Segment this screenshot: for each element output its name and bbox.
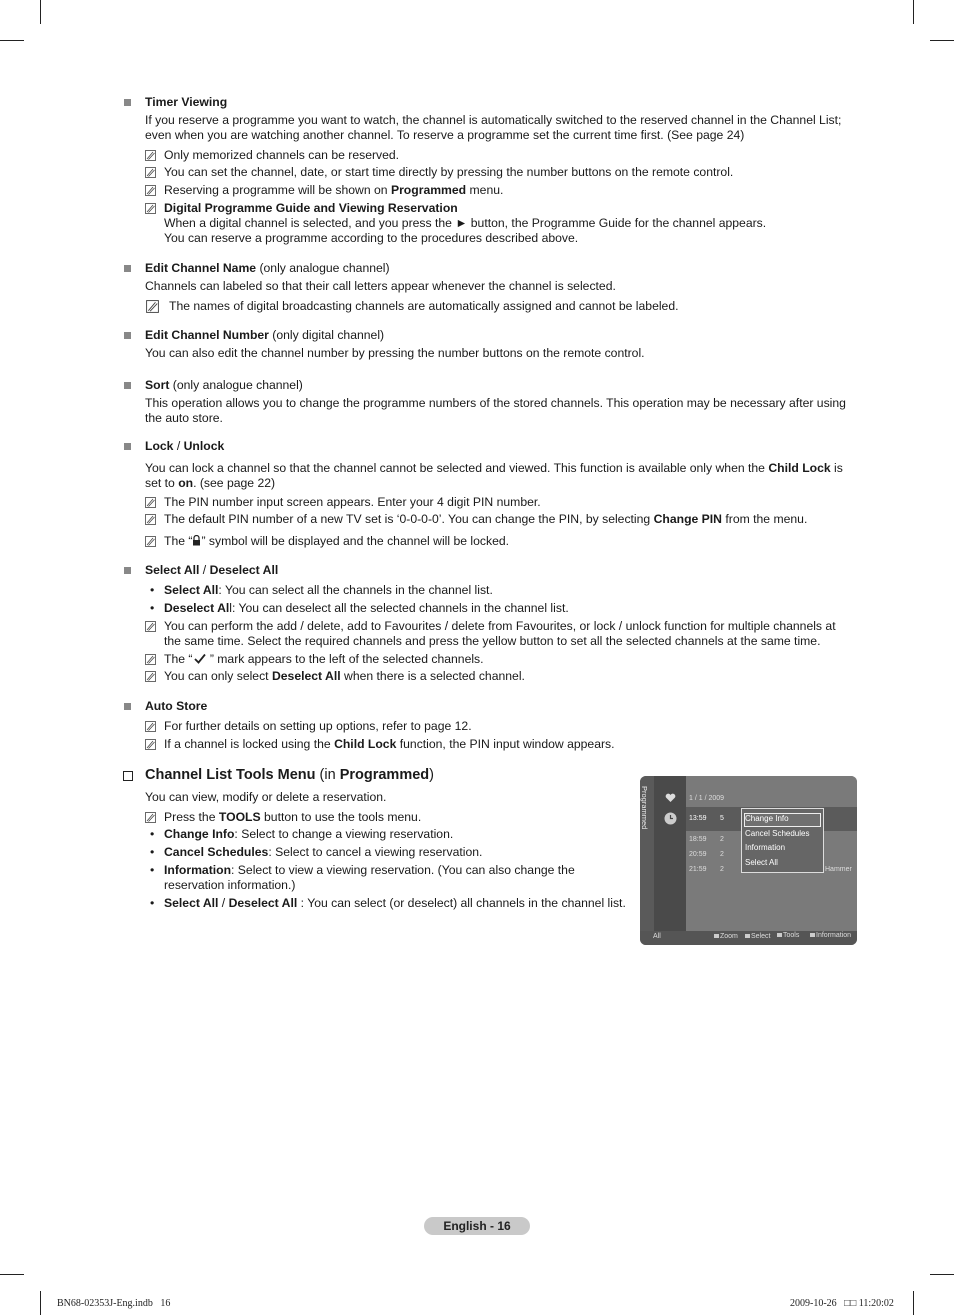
auto-store-note-2: If a channel is locked using the Child Lock function, the PIN input window appears. [164,737,615,751]
crop-mark [930,1274,954,1275]
tools-menu-body: You can view, modify or delete a reservation. [145,790,387,804]
note-icon [145,621,156,632]
clock-icon [664,812,677,829]
tv-row-channel: 2 [720,866,724,873]
section-bullet-icon [124,382,131,389]
note-icon [145,150,156,161]
file-info: BN68-02353J-Eng.indb 16 [57,1298,171,1309]
timer-note-3: Reserving a programme will be shown on Programmed menu. [164,183,504,197]
section-title-tools-menu: Channel List Tools Menu (in Programmed) [145,767,434,783]
auto-store-note-1: For further details on setting up options, refer to page 12. [164,719,472,733]
lock-note-3: The “ ” symbol will be displayed and the channel will be locked. [164,534,510,548]
timer-note-1: Only memorized channels can be reserved. [164,148,400,162]
section-title-auto-store: Auto Store [145,699,208,713]
section-bullet-icon [124,99,131,106]
bullet-dot: • [150,845,155,859]
tv-menu-item-change-info[interactable]: Change Info [745,814,789,823]
edit-name-note-1: The names of digital broadcasting channels are automatically assigned and cannot be labeled. [169,299,679,313]
note-icon [145,497,156,508]
sort-body: This operation allows you to change the programme numbers of the stored channels. This operation may be necessary after using the auto store. [145,396,846,425]
edit-number-body: You can also edit the channel number by pressing the number buttons on the remote control. [145,346,645,360]
note-icon [145,167,156,178]
tv-row-time: 21:59 [689,866,707,873]
note-icon [145,654,156,665]
timer-note-4-line-1: When a digital channel is selected, and you press the ► button, the Programme Guide for the channel appears. [164,216,767,230]
tv-bar-all: All [653,933,661,940]
crop-mark [40,1291,41,1315]
tools-menu-bullet-change-info: Change Info: Select to change a viewing reservation. [164,827,454,841]
bullet-dot: • [150,863,155,877]
note-icon [146,300,159,313]
tv-menu-item-cancel-schedules[interactable]: Cancel Schedules [745,829,810,838]
tv-menu-item-information[interactable]: Information [745,843,786,852]
bullet-dot: • [150,601,155,615]
lock-body: You can lock a channel so that the channel cannot be selected and viewed. This function is available only when the Child Lock is set to on. (see page 22) [145,461,843,490]
select-all-bullet-1: Select All: You can select all the channels in the channel list. [164,583,493,597]
tools-menu-bullet-select-all: Select All / Deselect All : You can select (or deselect) all channels in the channel list. [164,896,626,910]
tv-row-time: 20:59 [689,851,707,858]
tv-row-channel: 2 [720,836,724,843]
timer-note-4-title: Digital Programme Guide and Viewing Reservation [164,201,458,215]
tv-row-time: 13:59 [689,815,707,822]
section-bullet-icon [124,332,131,339]
heart-icon [665,792,676,807]
section-title-edit-channel-number: Edit Channel Number (only digital channel) [145,328,385,342]
timer-body: If you reserve a programme you want to watch, the channel is automatically switched to the reserved channel in the Channel List; even when you are watching another channel. To reserve a programme set the current time first. (See page 24) [145,113,842,142]
section-bullet-icon [124,703,131,710]
bullet-dot: • [150,827,155,841]
section-checkbox-icon [123,771,133,781]
lock-note-1: The PIN number input screen appears. Enter your 4 digit PIN number. [164,495,541,509]
section-bullet-icon [124,567,131,574]
tv-row-title: Hammer [825,866,852,873]
select-icon [745,934,750,938]
tv-side-label: Programmed [640,786,649,830]
section-title-sort: Sort (only analogue channel) [145,378,303,392]
select-all-note-1: You can perform the add / delete, add to Favourites / delete from Favourites, or lock / unlock function for multiple channels at the same time. Select the required channels and press the yellow button to set all the selected channels at the same time. [164,619,836,648]
tv-bar-tools: Tools [777,932,799,940]
note-icon [145,536,156,547]
edit-name-body: Channels can labeled so that their call letters appear whenever the channel is selected. [145,279,616,293]
bullet-dot: • [150,896,155,910]
select-all-bullet-2: Deselect All: You can deselect all the selected channels in the channel list. [164,601,569,615]
tools-menu-bullet-information: Information: Select to view a viewing reservation. (You can also change the reservation information.) [164,863,575,892]
note-icon [145,721,156,732]
note-icon [145,812,156,823]
checkmark-icon [194,653,206,668]
crop-mark [930,40,954,41]
tv-screen-illustration [640,776,857,945]
tv-tools-menu [741,808,824,873]
page-number: English - 16 [424,1217,530,1235]
tv-row-time: 18:59 [689,836,707,843]
tv-bar-zoom: Zoom [714,933,738,941]
lock-note-2: The default PIN number of a new TV set is ‘0-0-0-0’. You can change the PIN, by selecting Change PIN from the menu. [164,512,808,526]
note-icon [145,203,156,214]
section-bullet-icon [124,443,131,450]
tv-bar-information: Information [810,932,851,940]
tv-bar-select: Select [745,933,770,941]
timer-note-2: You can set the channel, date, or start time directly by pressing the number buttons on the remote control. [164,165,734,179]
note-icon [145,739,156,750]
section-title-lock-unlock: Lock / Unlock [145,439,225,453]
crop-mark [913,1291,914,1315]
bullet-dot: • [150,583,155,597]
section-title-timer-viewing: Timer Viewing [145,95,228,109]
zoom-icon [714,934,719,938]
note-icon [145,514,156,525]
timer-note-4-line-2: You can reserve a programme according to the procedures described above. [164,231,579,245]
tv-menu-item-select-all[interactable]: Select All [745,858,778,867]
tools-menu-note: Press the TOOLS button to use the tools menu. [164,810,422,824]
note-icon [145,671,156,682]
note-icon [145,185,156,196]
tools-icon [777,933,782,937]
crop-mark [913,0,914,24]
tv-date: 1 / 1 / 2009 [689,795,725,802]
info-icon [810,933,815,937]
crop-mark [0,40,24,41]
section-bullet-icon [124,265,131,272]
section-title-edit-channel-name: Edit Channel Name (only analogue channel) [145,261,390,275]
tv-row-channel: 5 [720,815,724,822]
select-all-note-2: The “ ” mark appears to the left of the selected channels. [164,652,484,666]
print-timestamp: 2009-10-26 □□ 11:20:02 [790,1298,894,1309]
crop-mark [0,1274,24,1275]
crop-mark [40,0,41,24]
select-all-note-3: You can only select Deselect All when there is a selected channel. [164,669,525,683]
tv-row-channel: 2 [720,851,724,858]
tools-menu-bullet-cancel-schedules: Cancel Schedules: Select to cancel a viewing reservation. [164,845,483,859]
section-title-select-all: Select All / Deselect All [145,563,279,577]
